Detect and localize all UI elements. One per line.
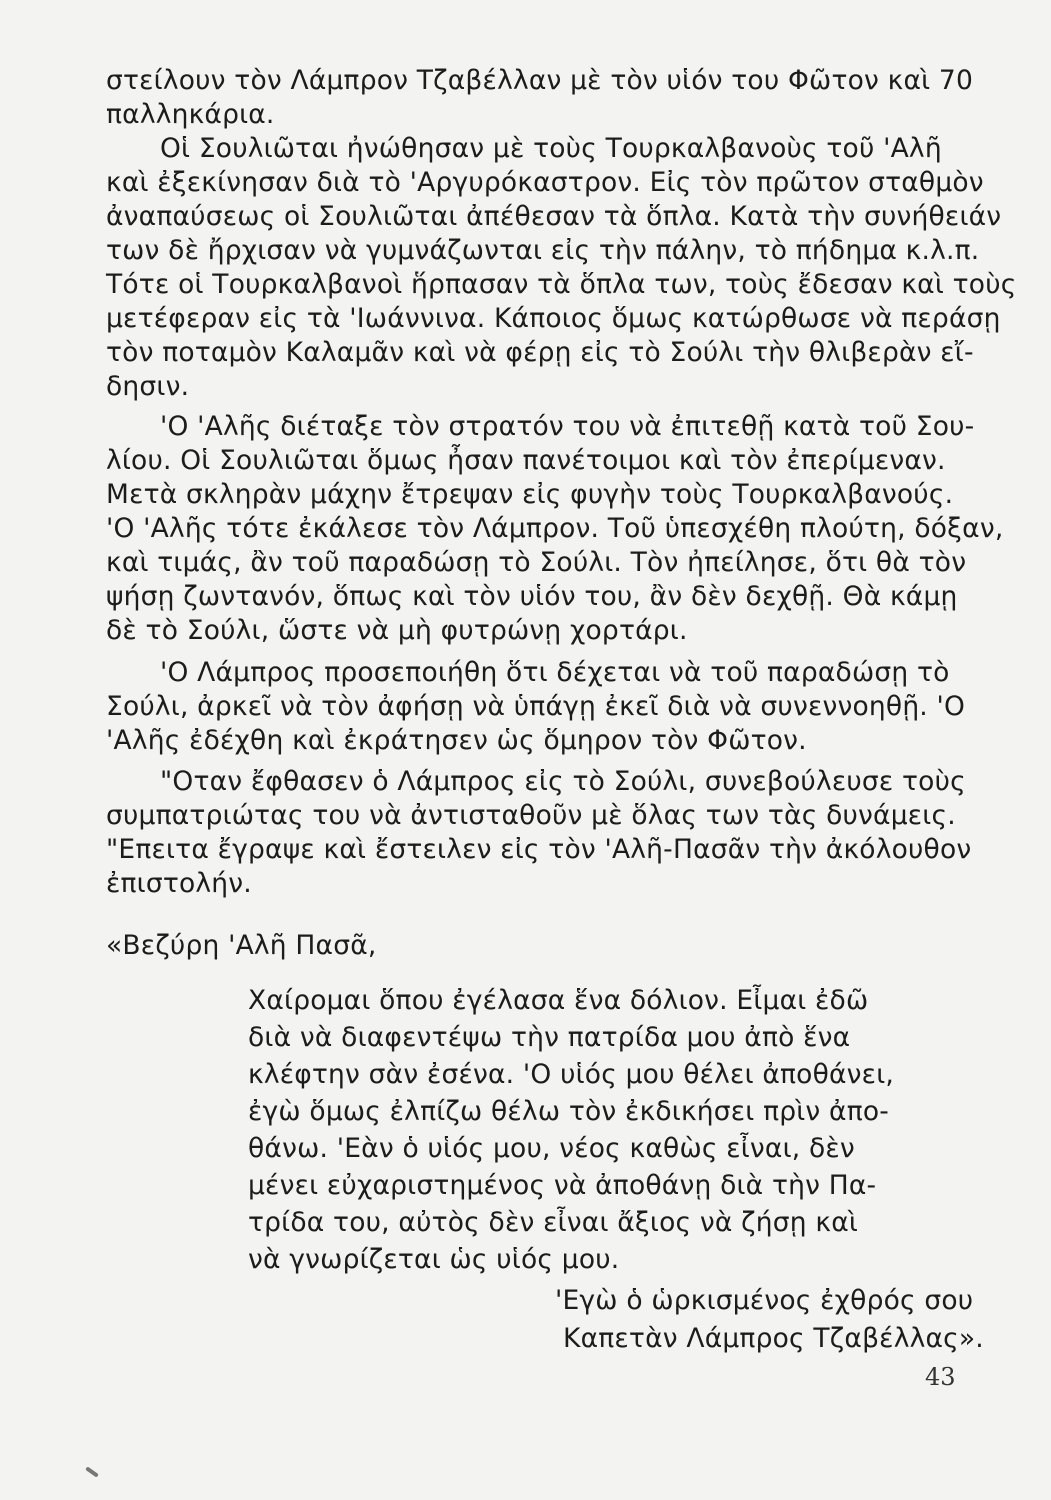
text-line: 'Ο 'Αλῆς τότε ἐκάλεσε τὸν Λάμπρον. Τοῦ ὑπεσχέθη πλούτη, δόξαν, <box>106 513 1004 544</box>
text-line: Οἱ Σουλιῶται ἠνώθησαν μὲ τοὺς Τουρκαλβανοὺς τοῦ 'Αλῆ <box>160 133 942 164</box>
text-line: "Επειτα ἔγραψε καὶ ἔστειλεν εἰς τὸν 'Αλῆ-Πασᾶν τὴν ἀκόλουθον <box>106 834 972 865</box>
signature-line: Καπετὰν Λάμπρος Τζαβέλλας». <box>563 1323 984 1354</box>
text-line: "Οταν ἔφθασεν ὁ Λάμπρος εἰς τὸ Σούλι, συνεβούλευσε τοὺς <box>160 766 966 797</box>
text-line: στείλουν τὸν Λάμπρον Τζαβέλλαν μὲ τὸν υἱόν του Φῶτον καὶ 70 <box>106 65 974 96</box>
letter-line: κλέφτην σὰν ἐσένα. 'Ο υἱός μου θέλει ἀποθάνει, <box>248 1059 894 1090</box>
letter-line: διὰ νὰ διαφεντέψω τὴν πατρίδα μου ἀπὸ ἕνα <box>248 1022 851 1053</box>
letter-line: Χαίρομαι ὅπου ἐγέλασα ἕνα δόλιον. Εἶμαι ἐδῶ <box>248 985 869 1016</box>
text-line: 'Ο Λάμπρος προσεποιήθη ὅτι δέχεται νὰ τοῦ παραδώσῃ τὸ <box>160 657 950 688</box>
page-number: 43 <box>925 1363 956 1391</box>
text-line: τὸν ποταμὸν Καλαμᾶν καὶ νὰ φέρῃ εἰς τὸ Σούλι τὴν θλιβερὰν εἴ- <box>106 337 974 368</box>
letter-line: τρίδα του, αὐτὸς δὲν εἶναι ἄξιος νὰ ζήσῃ καὶ <box>248 1207 859 1238</box>
text-line: ἐπιστολήν. <box>106 868 252 899</box>
scan-mark <box>85 1466 99 1477</box>
letter-line: νὰ γνωρίζεται ὡς υἱός μου. <box>248 1244 620 1275</box>
text-line: δὲ τὸ Σούλι, ὥστε νὰ μὴ φυτρώνῃ χορτάρι. <box>106 615 688 646</box>
text-line: 'Αλῆς ἐδέχθη καὶ ἐκράτησεν ὡς ὅμηρον τὸν Φῶτον. <box>106 725 807 756</box>
text-line: Σούλι, ἀρκεῖ νὰ τὸν ἀφήσῃ νὰ ὑπάγῃ ἐκεῖ διὰ νὰ συνεννοηθῇ. 'Ο <box>106 691 966 722</box>
signature-line: 'Εγὼ ὁ ὡρκισμένος ἐχθρός σου <box>555 1285 974 1316</box>
text-line: μετέφεραν εἰς τὰ 'Ιωάννινα. Κάποιος ὅμως κατώρθωσε νὰ περάσῃ <box>106 303 1001 334</box>
text-line: 'Ο 'Αλῆς διέταξε τὸν στρατόν του νὰ ἐπιτεθῇ κατὰ τοῦ Σου- <box>160 411 975 442</box>
text-line: δησιν. <box>106 371 190 402</box>
text-line: των δὲ ἤρχισαν νὰ γυμνάζωνται εἰς τὴν πάλην, τὸ πήδημα κ.λ.π. <box>106 235 980 266</box>
text-line: καὶ τιμάς, ἂν τοῦ παραδώσῃ τὸ Σούλι. Τὸν ἠπείλησε, ὅτι θὰ τὸν <box>106 547 967 578</box>
letter-line: θάνω. 'Εὰν ὁ υἱός μου, νέος καθὼς εἶναι, δὲν <box>248 1133 855 1164</box>
salutation: «Βεζύρη 'Αλῆ Πασᾶ, <box>106 930 377 961</box>
letter-line: ἐγὼ ὅμως ἐλπίζω θέλω τὸν ἐκδικήσει πρὶν ἀπο- <box>248 1096 890 1127</box>
letter-line: μένει εὐχαριστημένος νὰ ἀποθάνῃ διὰ τὴν Πα- <box>248 1170 877 1201</box>
text-line: συμπατριώτας του νὰ ἀντισταθοῦν μὲ ὅλας των τὰς δυνάμεις. <box>106 800 956 831</box>
text-line: Μετὰ σκληρὰν μάχην ἔτρεψαν εἰς φυγὴν τοὺς Τουρκαλβανούς. <box>106 479 954 510</box>
text-line: παλληκάρια. <box>106 99 275 130</box>
text-line: λίου. Οἱ Σουλιῶται ὅμως ἦσαν πανέτοιμοι καὶ τὸν ἐπερίμεναν. <box>106 445 946 476</box>
text-line: ἀναπαύσεως οἱ Σουλιῶται ἀπέθεσαν τὰ ὅπλα. Κατὰ τὴν συνήθειάν <box>106 201 1002 232</box>
text-line: καὶ ἐξεκίνησαν διὰ τὸ 'Αργυρόκαστρον. Εἰς τὸν πρῶτον σταθμὸν <box>106 167 984 198</box>
text-line: Τότε οἱ Τουρκαλβανοὶ ἥρπασαν τὰ ὅπλα των, τοὺς ἔδεσαν καὶ τοὺς <box>106 269 1017 300</box>
text-line: ψήσῃ ζωντανόν, ὅπως καὶ τὸν υἱόν του, ἂν δὲν δεχθῇ. Θὰ κάμῃ <box>106 581 958 612</box>
